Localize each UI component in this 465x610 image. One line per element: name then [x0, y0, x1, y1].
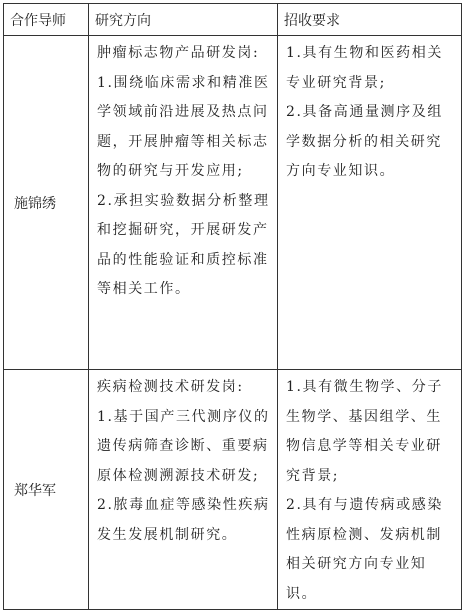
mentor-name: 郑华军 — [4, 370, 89, 610]
header-research-direction: 研究方向 — [89, 4, 278, 36]
requirement-item: 2.具有与遗传病或感染性病原检测、发病机制相关研究方向专业知识。 — [286, 497, 443, 602]
header-mentor: 合作导师 — [4, 4, 89, 36]
requirement-item: 1.具有微生物学、分子生物学、基因组学、生物信息学等相关专业研究背景; — [286, 379, 443, 484]
recruitment-table — [3, 3, 462, 610]
requirements-cell — [278, 370, 462, 610]
requirement-item: 2.具备高通量测序及组学数据分析的相关研究方向专业知识。 — [286, 104, 443, 179]
table-row — [4, 370, 462, 610]
requirement-item: 1.具有生物和医药相关专业研究背景; — [286, 45, 443, 91]
direction-item: 2.脓毒血症等感染性疾病发生发展机制研究。 — [97, 497, 270, 543]
research-direction-cell — [89, 36, 278, 370]
direction-item: 2.承担实验数据分析整理和挖掘研究，开展研发产品的性能验证和质控标准等相关工作。 — [97, 192, 270, 297]
direction-item: 1.围绕临床需求和精准医学领域前沿进展及热点问题，开展肿瘤等相关标志物的研究与开发应用; — [97, 74, 270, 179]
research-direction-cell — [89, 370, 278, 610]
mentor-name: 施锦绣 — [4, 36, 89, 370]
table-header-row — [4, 4, 462, 36]
direction-title: 疾病检测技术研发岗: — [97, 379, 244, 395]
requirements-cell — [278, 36, 462, 370]
direction-item: 1.基于国产三代测序仪的遗传病筛查诊断、重要病原体检测溯源技术研发; — [97, 408, 270, 484]
table-row — [4, 36, 462, 370]
header-requirements: 招收要求 — [278, 4, 462, 36]
direction-title: 肿瘤标志物产品研发岗: — [97, 45, 260, 61]
